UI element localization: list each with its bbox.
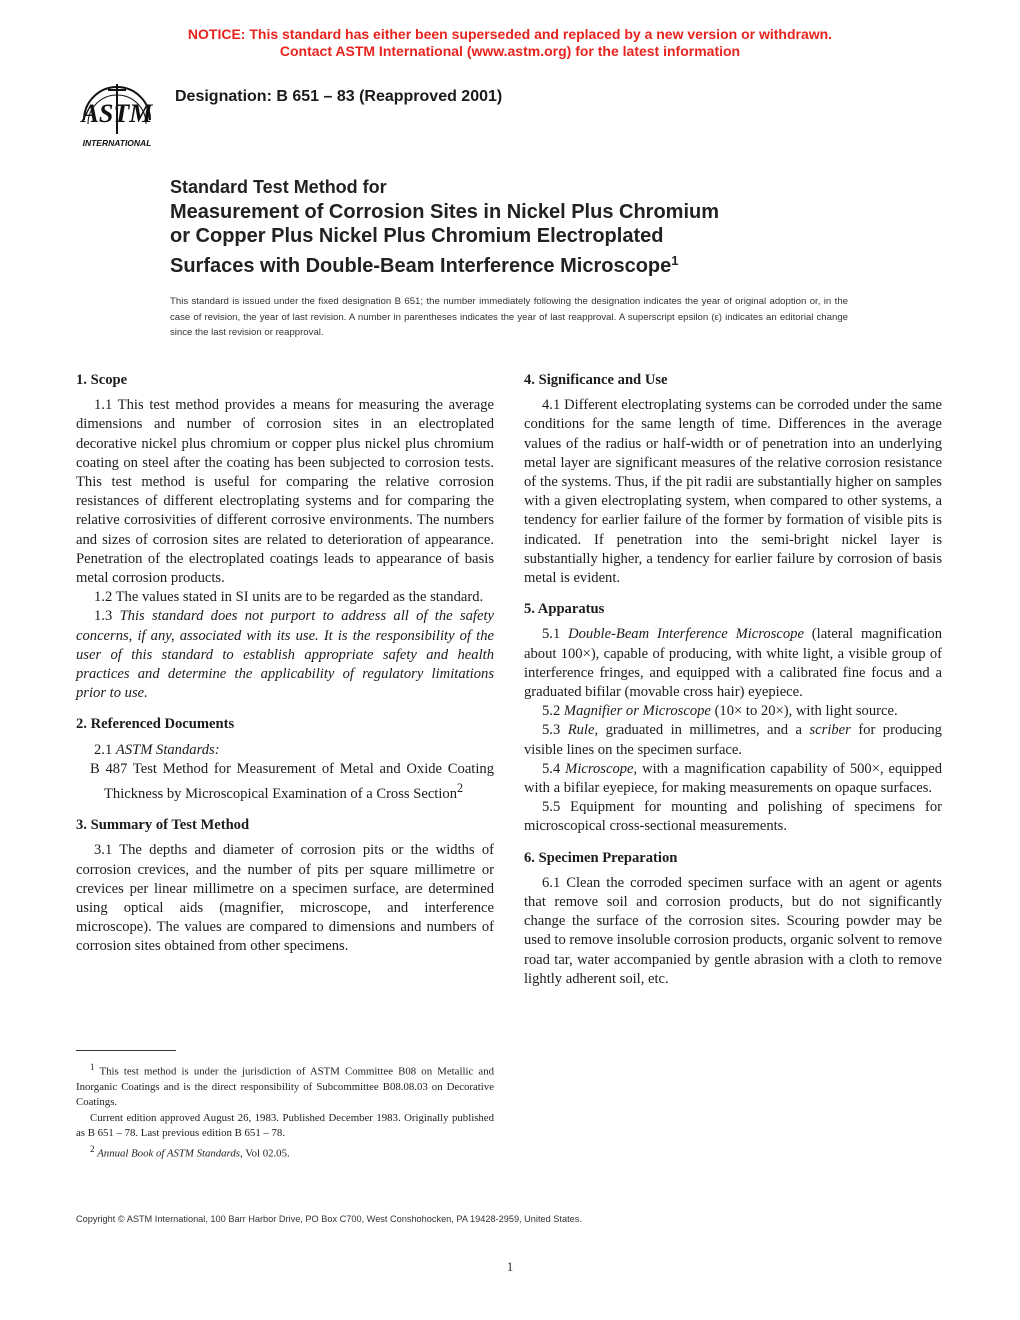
footnote-1-text: This test method is under the jurisdiction of ASTM Committee B08 on Metallic and Inorganic Coatings and is the direct responsibility of Subcommittee B08.08.03 on Decorative Coatings. <box>76 1065 494 1109</box>
title-line-4-text: Surfaces with Double-Beam Interference Microscope <box>170 254 672 277</box>
footnote-rule <box>76 1050 176 1051</box>
reference-footnote-mark: 2 <box>457 781 464 796</box>
left-column <box>76 371 494 957</box>
notice-line-1: NOTICE: This standard has either been superseded and replaced by a new version or withdrawn. <box>187 26 833 42</box>
paragraph-3-1: 3.1 The depths and diameter of corrosion pits or the widths of corrosion crevices, and the number of pits per square millimetre or crevices per linear millimetre on a specimen surface, are determined using optical aids (magnifier, microscope, and interference microscope). The values are compared to dimensions and numbers of corrosion sites obtained from other specimens. <box>76 842 494 955</box>
page-number: 1 <box>506 1259 514 1274</box>
paragraph-5-4-number: 5.4 <box>542 760 561 777</box>
copyright: Copyright © ASTM International, 100 Barr Harbor Drive, PO Box C700, West Conshohocken, PA 19428-2959, United States. <box>76 1214 582 1224</box>
footnotes <box>76 1060 494 1162</box>
paragraph-5-3-text-b: for producing visible lines on the specimen surface. <box>524 722 942 758</box>
title-footnote-mark: 1 <box>671 252 679 268</box>
astm-logo-icon <box>74 76 160 150</box>
paragraph-5-1 <box>524 625 942 702</box>
footnote-1 <box>76 1060 494 1111</box>
paragraph-4-1: 4.1 Different electroplating systems can be corroded under the same conditions for the same length of time. Differences in the average values of the radius or half-width or of penetration into an underlying metal layer are significant measures of the relative corrosion resistance of the systems. Thus, if the pit radii are substantially higher on samples with a given electroplating system, when compared to other systems, a tendency for earlier failure of the former by formation of visible pits is indicated. If penetration into the semi-bright nickel layer is substantially higher, a tendency for earlier failure by corrosion of basis metal is evident. <box>524 397 942 587</box>
notice-line-2: Contact ASTM International (www.astm.org) for the latest information <box>279 43 741 59</box>
document-title <box>170 175 890 278</box>
paragraph-5-3-number: 5.3 <box>542 722 561 739</box>
reference-b487-text: B 487 Test Method for Measurement of Metal and Oxide Coating Thickness by Microscopical Examination of a Cross Section <box>90 760 494 802</box>
logo-subtext: INTERNATIONAL <box>82 138 152 148</box>
paragraph-1-3-text: This standard does not purport to address all of the safety concerns, if any, associated with its use. It is the responsibility of the user of this standard to establish appropriate safety and health practices and determine the applicability of regulatory limitations prior to use. <box>76 608 494 702</box>
paragraph-5-4-text: with a magnification capability of 500×, equipped with a bifilar eyepiece, for making measurements on opaque surfaces. <box>524 760 942 797</box>
section-3-heading: 3. Summary of Test Method <box>76 817 250 834</box>
right-column <box>524 371 942 989</box>
title-line-1: Standard Test Method for <box>170 177 387 197</box>
paragraph-2-1-number: 2.1 <box>94 741 113 758</box>
footnote-2-text: Vol 02.05. <box>245 1147 290 1160</box>
section-5-heading: 5. Apparatus <box>524 601 605 618</box>
footnote-2 <box>76 1142 494 1162</box>
section-4-heading: 4. Significance and Use <box>524 372 668 388</box>
title-line-2: Measurement of Corrosion Sites in Nickel Plus Chromium <box>170 200 720 223</box>
paragraph-1-1: 1.1 This test method provides a means for measuring the average dimensions and number of corrosion sites in an electroplated decorative nickel plus chromium or copper plus nickel plus chromium coating on steel after the coating has been subjected to corrosion tests. This test method is useful for comparing the relative corrosion resistances of different electroplating systems and for comparing the relative corrosivities of different corrosive environments. The numbers and sizes of corrosion sites are related to deterioration of appearance. Penetration of the electroplated coatings leads to appearance of basis metal corrosion products. <box>76 397 494 587</box>
paragraph-5-1-text: (lateral magnification about 100×), capable of producing, with white light, a visible group of interference fringes, and equipped with a calibrated fine focus and a graduated bifilar (movable cross hair) eyepiece. <box>524 626 943 701</box>
paragraph-5-3-term: Rule, <box>567 722 599 739</box>
logo-text: ASTM <box>81 99 153 128</box>
paragraph-5-1-number: 5.1 <box>542 626 561 643</box>
paragraph-1-3-number: 1.3 <box>94 608 113 625</box>
paragraph-6-1: 6.1 Clean the corroded specimen surface with an agent or agents that remove soil and corrosion products, but do not significantly change the surface of the corrosion sites. Scouring powder may be used to remove insoluble corrosion products, organic solvent to remove road tar, water accompanied by gentle abrasion with a cloth to remove lightly adherent soil, etc. <box>524 874 942 987</box>
paragraph-5-4-term: Microscope, <box>565 760 638 777</box>
designation: Designation: B 651 – 83 (Reapproved 2001) <box>175 88 503 105</box>
issued-note: This standard is issued under the fixed designation B 651; the number immediately following the designation indicates the year of original adoption or, in the case of revision, the year of last revision. A number in parentheses indicates the year of last reapproval. A superscript epsilon (ε) indicates an editorial change since the last revision or reapproval. <box>170 296 848 339</box>
section-2-heading: 2. Referenced Documents <box>76 716 235 733</box>
paragraph-5-4 <box>524 760 942 798</box>
section-1-heading: 1. Scope <box>76 372 128 388</box>
paragraph-5-2 <box>524 702 942 721</box>
paragraph-5-5: 5.5 Equipment for mounting and polishing of specimens for microscopical cross-sectional measurements. <box>524 799 942 835</box>
paragraph-5-3-term-2: scriber <box>809 722 851 739</box>
footnote-2-mark: 2 <box>90 1143 95 1154</box>
reference-b487 <box>76 760 494 804</box>
title-line-4 <box>170 249 890 279</box>
title-line-3: or Copper Plus Nickel Plus Chromium Electroplated <box>170 225 664 247</box>
notice-banner <box>0 26 1020 60</box>
paragraph-2-1-text: ASTM Standards: <box>115 741 220 758</box>
paragraph-2-1 <box>76 741 494 760</box>
paragraph-1-2: 1.2 The values stated in SI units are to be regarded as the standard. <box>94 589 484 606</box>
footnote-2-title: Annual Book of ASTM Standards, <box>97 1147 243 1160</box>
paragraph-5-3-text-a: graduated in millimetres, and a <box>605 722 803 739</box>
section-6-heading: 6. Specimen Preparation <box>524 849 678 866</box>
paragraph-5-1-term: Double-Beam Interference Microscope <box>568 626 804 643</box>
paragraph-5-2-text: (10× to 20×), with light source. <box>714 703 898 720</box>
paragraph-5-2-term: Magnifier or Microscope <box>563 703 711 720</box>
paragraph-5-2-number: 5.2 <box>542 703 561 720</box>
paragraph-1-3 <box>76 607 494 703</box>
paragraph-5-3 <box>524 721 942 759</box>
footnote-1-edition: Current edition approved August 26, 1983. Published December 1983. Originally published as B 651 – 78. Last previous edition B 651 – 78. <box>76 1111 494 1140</box>
footnote-1-mark: 1 <box>90 1062 95 1072</box>
